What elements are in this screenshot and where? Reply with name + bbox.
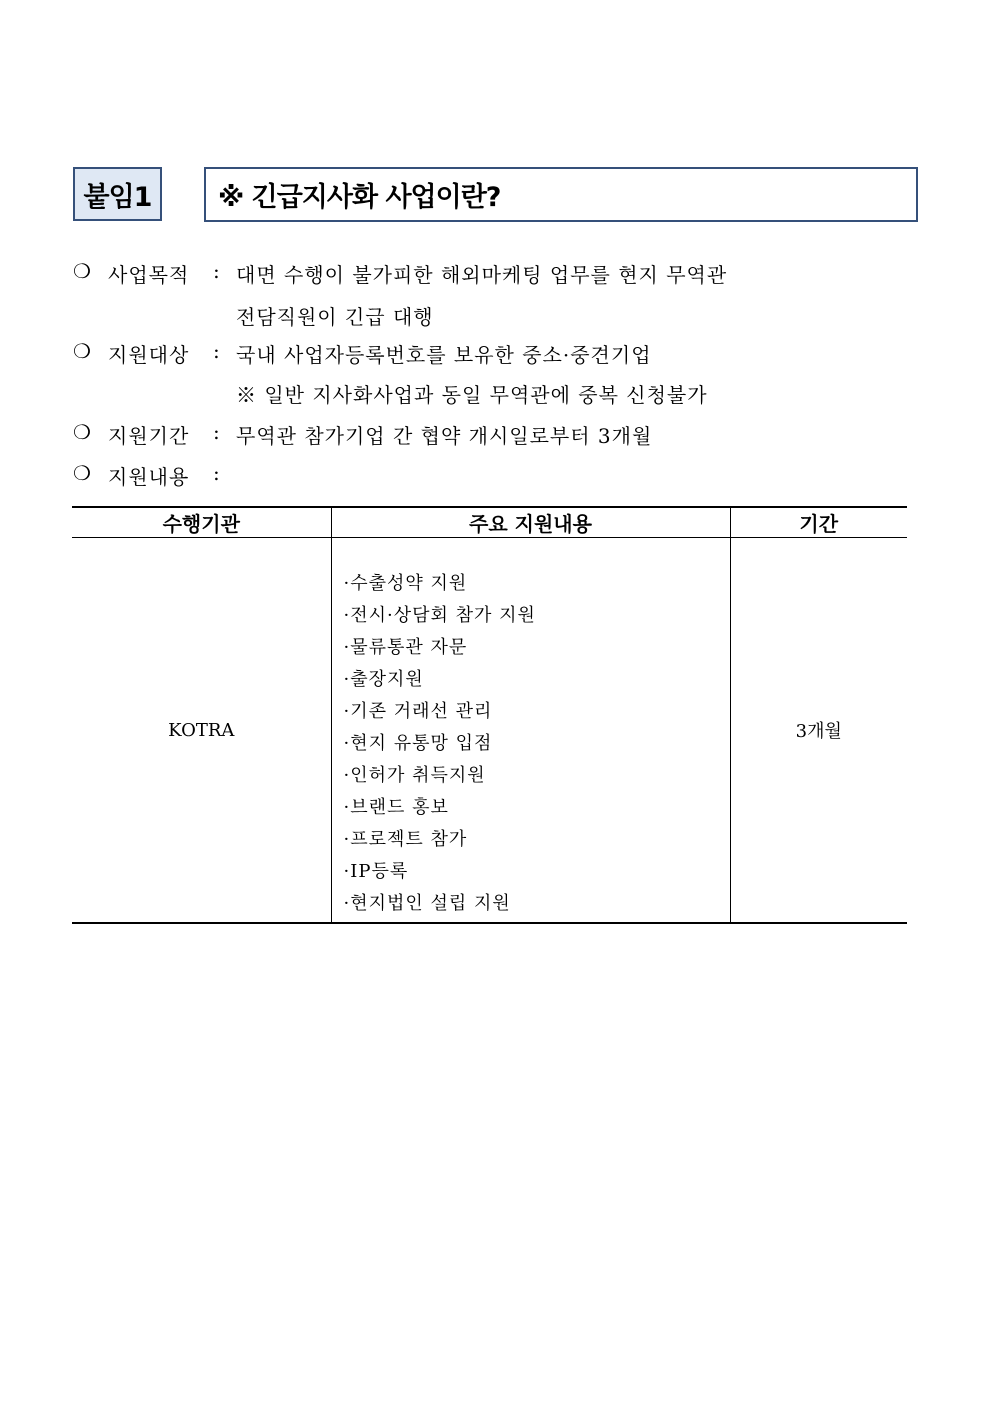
header-content: 주요 지원내용 <box>331 507 730 538</box>
item-colon: : <box>213 420 221 444</box>
list-item: ·전시·상담회 참가 지원 <box>343 605 536 626</box>
bullet-icon: ❍ <box>73 259 92 283</box>
support-item-list <box>332 538 730 922</box>
content-cell <box>331 538 730 924</box>
table-row <box>72 538 907 924</box>
list-item: ·현지법인 설립 지원 <box>343 893 511 914</box>
item-label: 지원내용 <box>108 465 190 489</box>
item-label: 지원기간 <box>108 424 190 448</box>
list-item: ·수출성약 지원 <box>343 573 468 594</box>
item-continuation: 전담직원이 긴급 대행 <box>236 305 434 329</box>
table-header-row <box>72 507 907 538</box>
list-item: ·프로젝트 참가 <box>343 829 468 850</box>
item-colon: : <box>213 259 221 283</box>
item-label: 사업목적 <box>108 263 190 287</box>
list-item: ·기존 거래선 관리 <box>343 701 493 722</box>
header-period: 기간 <box>730 507 907 538</box>
attachment-badge: 붙임1 <box>73 167 162 221</box>
item-colon: : <box>213 461 221 485</box>
bullet-icon: ❍ <box>73 339 92 363</box>
item-note: ※ 일반 지사화사업과 동일 무역관에 중복 신청불가 <box>236 383 708 407</box>
list-item: ·브랜드 홍보 <box>343 797 449 818</box>
org-cell: KOTRA <box>72 538 331 924</box>
bullet-icon: ❍ <box>73 461 92 485</box>
item-label: 지원대상 <box>108 343 190 367</box>
list-item: ·현지 유통망 입점 <box>343 733 493 754</box>
item-colon: : <box>213 339 221 363</box>
page-title: ※ 긴급지사화 사업이란? <box>204 167 918 222</box>
list-item: ·물류통관 자문 <box>343 637 468 658</box>
support-table <box>72 506 907 924</box>
list-item: ·IP등록 <box>343 861 409 882</box>
item-value: 국내 사업자등록번호를 보유한 중소·중견기업 <box>236 343 652 367</box>
item-value: 대면 수행이 불가피한 해외마케팅 업무를 현지 무역관 <box>236 263 728 287</box>
bullet-icon: ❍ <box>73 420 92 444</box>
item-value: 무역관 참가기업 간 협약 개시일로부터 3개월 <box>236 424 653 448</box>
header-org: 수행기관 <box>72 507 331 538</box>
list-item: ·인허가 취득지원 <box>343 765 486 786</box>
period-cell: 3개월 <box>730 538 907 924</box>
list-item: ·출장지원 <box>343 669 424 690</box>
